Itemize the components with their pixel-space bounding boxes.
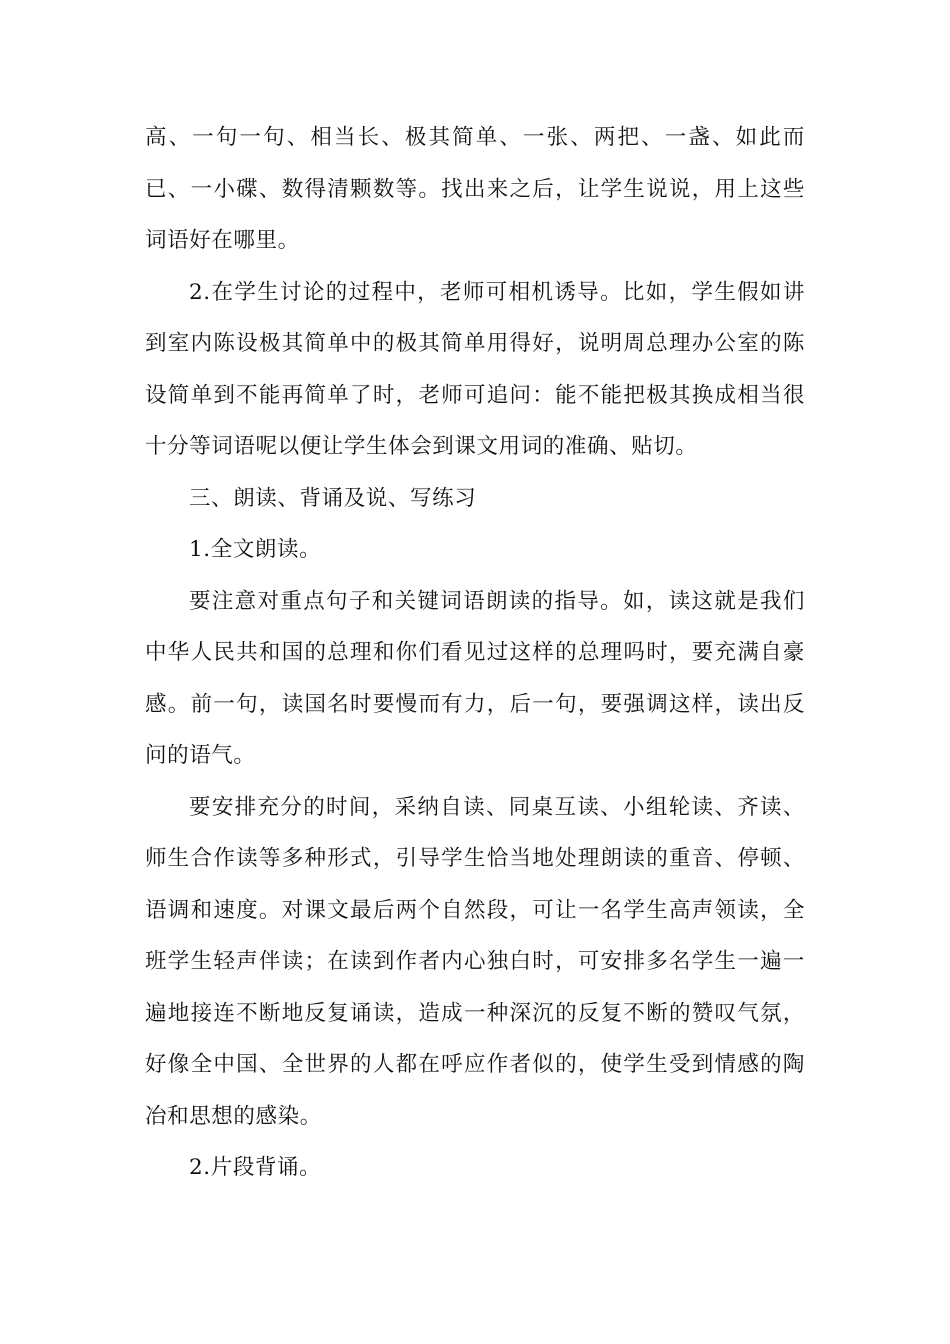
document-body xyxy=(145,112,805,1194)
subheading-passage-recitation: 2.片段背诵。 xyxy=(189,1155,322,1180)
paragraph-reading-guidance: 要注意对重点句子和关键词语朗读的指导。如，读这就是我们中华人民共和国的总理和你们看见过这样的总理吗时，要充满自豪感。前一句，读国名时要慢而有力，后一句，要强调这样，读出反问的语气。 xyxy=(145,588,805,768)
subheading-full-reading: 1.全文朗读。 xyxy=(189,537,322,562)
paragraph-discussion-guidance: 2.在学生讨论的过程中，老师可相机诱导。比如，学生假如讲到室内陈设极其简单中的极其简单用得好，说明周总理办公室的陈设简单到不能再简单了时，老师可追问：能不能把极其换成相当很十分等词语呢以便让学生体会到课文用词的准确、贴切。 xyxy=(145,279,805,459)
section-heading-reading-practice: 三、朗读、背诵及说、写练习 xyxy=(189,485,477,511)
paragraph-word-list-continued: 高、一句一句、相当长、极其简单、一张、两把、一盏、如此而已、一小碟、数得清颗数等。找出来之后，让学生说说，用上这些词语好在哪里。 xyxy=(145,125,805,253)
paragraph-reading-arrangement: 要安排充分的时间，采纳自读、同桌互读、小组轮读、齐读、师生合作读等多种形式，引导学生恰当地处理朗读的重音、停顿、语调和速度。对课文最后两个自然段，可让一名学生高声领读，全班学生轻声伴读；在读到作者内心独白时，可安排多名学生一遍一遍地接连不断地反复诵读，造成一种深沉的反复不断的赞叹气氛，好像全中国、全世界的人都在呼应作者似的，使学生受到情感的陶冶和思想的感染。 xyxy=(145,794,805,1129)
